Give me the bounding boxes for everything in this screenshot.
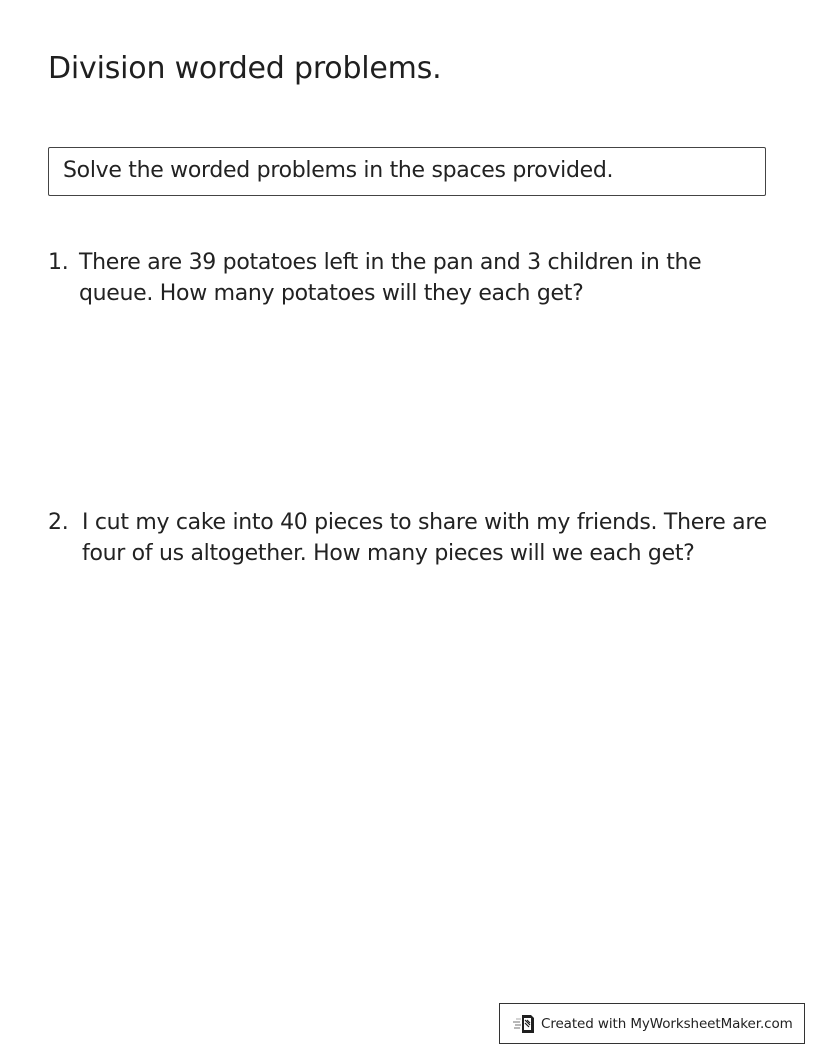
question-text [82, 507, 767, 569]
footer-credit [499, 1003, 805, 1044]
question-number: 2. [48, 510, 69, 535]
question-number: 1. [48, 250, 69, 275]
answer-space-2 [48, 580, 768, 980]
question-text-line: I cut my cake into 40 pieces to share with my friends. There are [82, 510, 767, 535]
instructions-text: Solve the worded problems in the spaces provided. [63, 158, 614, 183]
instructions-box [48, 147, 766, 196]
worksheet-title: Division worded problems. [48, 51, 442, 86]
answer-space-1 [48, 320, 768, 500]
worksheet-maker-logo-icon [512, 1013, 536, 1035]
question-text-line: queue. How many potatoes will they each get? [79, 281, 584, 306]
footer-credit-text: Created with MyWorksheetMaker.com [541, 1015, 793, 1032]
question-text-line: There are 39 potatoes left in the pan and 3 children in the [79, 250, 702, 275]
question-text-line: four of us altogether. How many pieces will we each get? [82, 541, 695, 566]
question-text [79, 247, 701, 309]
